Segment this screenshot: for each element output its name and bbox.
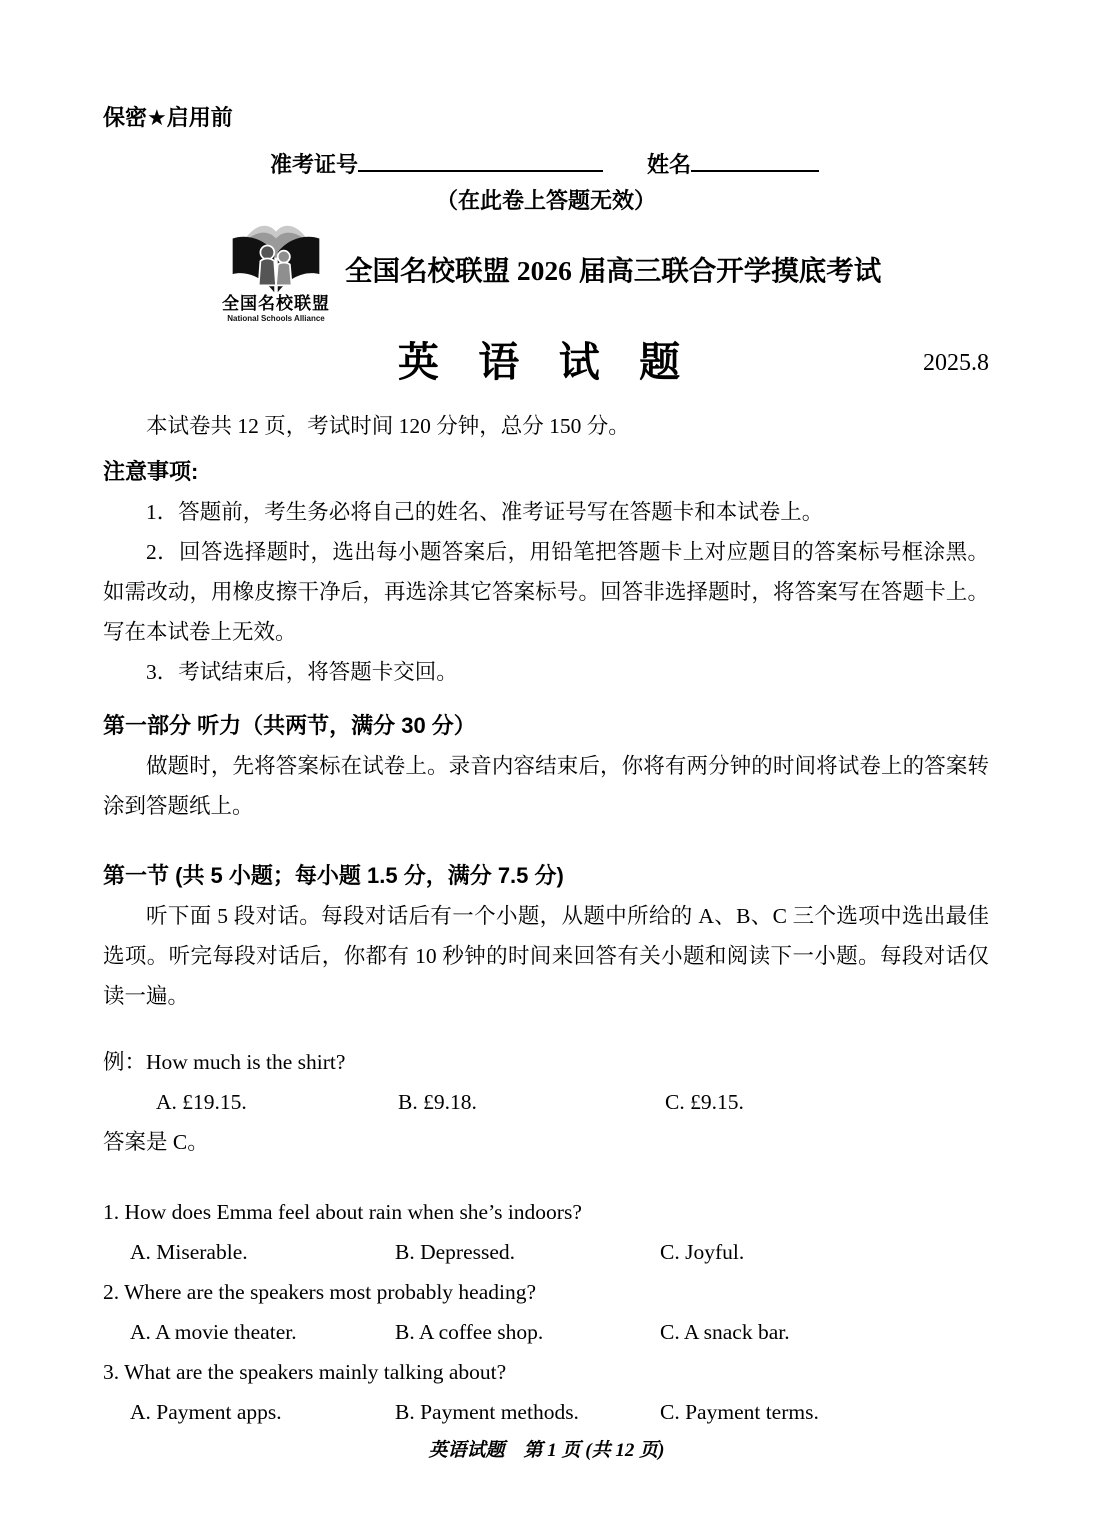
example-prompt: 例：How much is the shirt? (103, 1050, 346, 1074)
question-1-option-a: A. Miserable. (130, 1240, 248, 1264)
question-3-option-a: A. Payment apps. (130, 1400, 282, 1424)
question-3-option-c: C. Payment terms. (660, 1400, 819, 1424)
exam-title: 全国名校联盟 2026 届高三联合开学摸底考试 (345, 255, 882, 286)
part1-heading: 第一部分 听力（共两节，满分 30 分） (103, 713, 476, 738)
admission-number-label: 准考证号 (270, 152, 359, 177)
question-1-option-c: C. Joyful. (660, 1240, 745, 1264)
admission-number-blank (358, 146, 603, 172)
paper-date: 2025.8 (923, 350, 989, 376)
paper-summary: 本试卷共 12 页，考试时间 120 分钟，总分 150 分。 (146, 414, 630, 438)
admission-number-field (270, 152, 603, 177)
question-3-options (103, 1392, 989, 1432)
questions-block (103, 1192, 989, 1432)
question-1 (103, 1192, 989, 1272)
question-1-options (103, 1232, 989, 1272)
open-book-icon (224, 216, 328, 294)
paper-title-row (103, 334, 989, 390)
logo-org-name-cn: 全国名校联盟 (222, 294, 330, 313)
page-footer: 英语试题 第 1 页 (共 12 页) (428, 1440, 665, 1461)
example-block (103, 1042, 989, 1162)
question-1-option-b: B. Depressed. (395, 1240, 516, 1264)
notice-item-2: 2．回答选择题时，选出每小题答案后，用铅笔把答题卡上对应题目的答案标号框涂黑。如需改动，用橡皮擦干净后，再选涂其它答案标号。回答非选择题时，将答案写在答题卡上。写在本试卷上无效。 (103, 540, 989, 644)
notice-item-1: 1．答题前，考生务必将自己的姓名、准考证号写在答题卡和本试卷上。 (146, 500, 824, 524)
notice-item-3: 3．考试结束后，将答题卡交回。 (146, 660, 458, 684)
name-label: 姓名 (647, 152, 692, 177)
notice-heading: 注意事项: (103, 459, 199, 484)
question-2-options (103, 1312, 989, 1352)
question-2-text: 2. Where are the speakers most probably heading? (103, 1280, 537, 1304)
part1-instructions: 做题时，先将答案标在试卷上。录音内容结束后，你将有两分钟的时间将试卷上的答案转涂到答题纸上。 (103, 754, 989, 818)
name-blank (691, 146, 819, 172)
example-option-b: B. £9.18. (398, 1090, 477, 1114)
question-2-option-a: A. A movie theater. (130, 1320, 297, 1344)
example-answer: 答案是 C。 (103, 1130, 209, 1154)
section1-heading: 第一节 (共 5 小题；每小题 1.5 分，满分 7.5 分) (103, 863, 564, 888)
alliance-logo (215, 216, 337, 324)
question-3 (103, 1352, 989, 1432)
question-3-option-b: B. Payment methods. (395, 1400, 579, 1424)
masthead (215, 216, 989, 334)
question-2-option-b: B. A coffee shop. (395, 1320, 544, 1344)
question-2 (103, 1272, 989, 1352)
paper-title: 英 语 试 题 (397, 339, 695, 385)
logo-org-name-en: National Schools Alliance (227, 314, 325, 323)
question-2-option-c: C. A snack bar. (660, 1320, 790, 1344)
example-option-c: C. £9.15. (665, 1090, 744, 1114)
question-1-text: 1. How does Emma feel about rain when she’s indoors? (103, 1200, 582, 1224)
invalid-note: （在此卷上答题无效） (435, 188, 656, 213)
question-3-text: 3. What are the speakers mainly talking about? (103, 1360, 507, 1384)
name-field (647, 152, 819, 177)
secrecy-notice: 保密★启用前 (103, 105, 233, 130)
example-options (103, 1082, 989, 1122)
candidate-fields (270, 146, 989, 182)
example-option-a: A. £19.15. (156, 1090, 247, 1114)
section1-instructions: 听下面 5 段对话。每段对话后有一个小题，从题中所给的 A、B、C 三个选项中选出最佳选项。听完每段对话后，你都有 10 秒钟的时间来回答有关小题和阅读下一小题。每段对话仅读一遍。 (103, 904, 989, 1008)
